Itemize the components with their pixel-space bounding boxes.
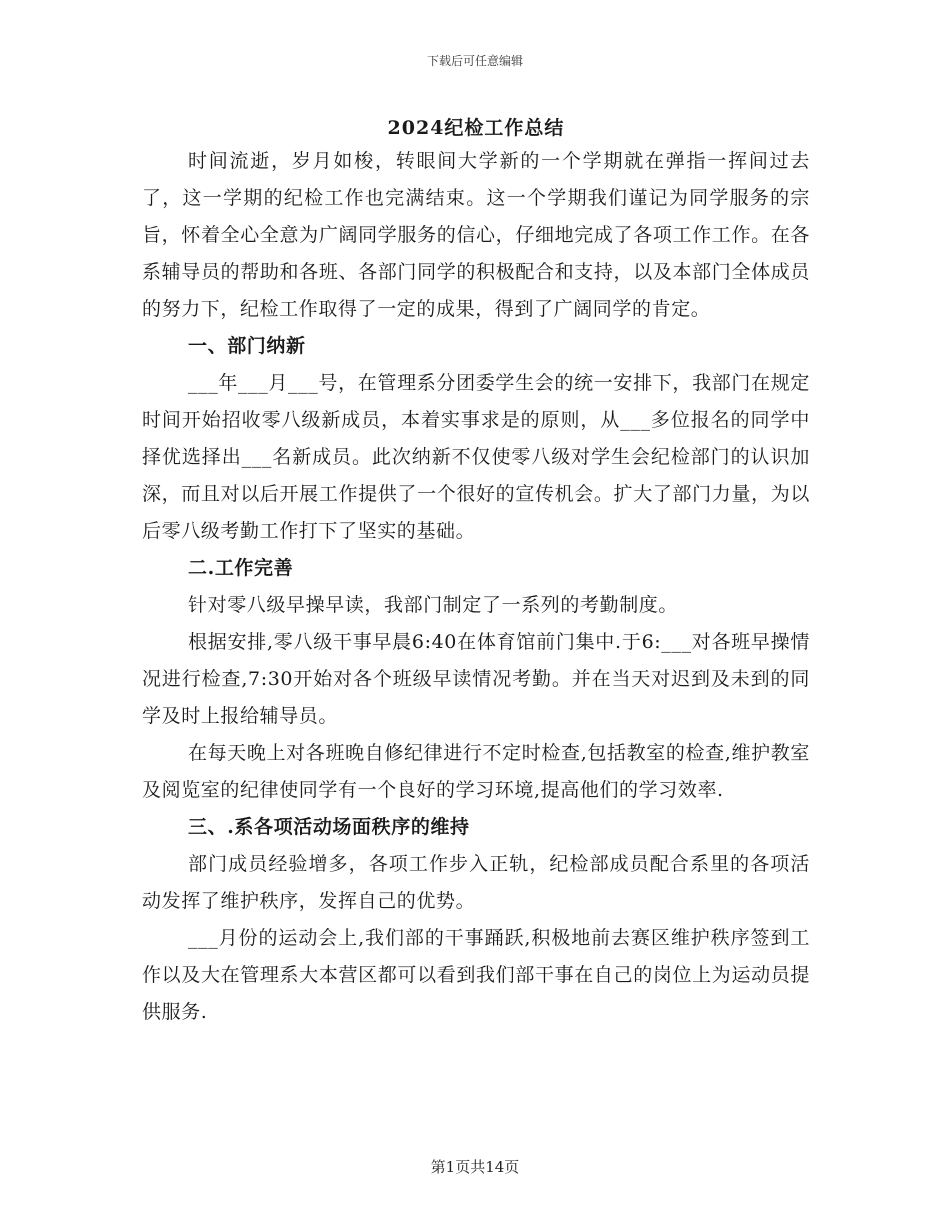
paragraph-event-support: 部门成员经验增多，各项工作步入正轨，纪检部成员配合系里的各项活动发挥了维护秩序，发挥自己的优势。 <box>142 853 810 912</box>
paragraph-intro: 时间流逝，岁月如梭，转眼间大学新的一个学期就在弹指一挥间过去了，这一学期的纪检工作也完满结束。这一个学期我们谨记为同学服务的宗旨，怀着全心全意为广阔同学服务的信心，仔细地完成了各项工作工作。在各系辅导员的帮助和各班、各部门同学的积极配合和支持，以及本部门全体成员的努力下，纪检工作取得了一定的成果，得到了广阔同学的肯定。 <box>142 150 810 320</box>
section-heading-event-order: 三、.系各项活动场面秩序的维持 <box>188 816 470 838</box>
section-heading-work-improvement: 二.工作完善 <box>188 557 294 579</box>
document-title: 2024纪检工作总结 <box>387 117 565 139</box>
paragraph-sports-meet: ___月份的运动会上,我们部的干事踊跃,积极地前去赛区维护秩序签到工作以及大在管理系大本营区都可以看到我们部干事在自己的岗位上为运动员提供服务. <box>142 927 810 1023</box>
page-number: 第1页共14页 <box>430 1158 520 1176</box>
page-header-note: 下载后可任意编辑 <box>426 54 523 68</box>
paragraph-attendance-system: 针对零八级早操早读，我部门制定了一系列的考勤制度。 <box>188 594 679 616</box>
document-body <box>142 113 810 1031</box>
paragraph-recruitment: ___年___月___号，在管理系分团委学生会的统一安排下，我部门在规定时间开始招收零八级新成员，本着实事求是的原则，从___多位报名的同学中择优选择出___名新成员。此次纳新不仅使零八级对学生会纪检部门的认识加深，而且对以后开展工作提供了一个很好的宣传机会。扩大了部门力量，为以后零八级考勤工作打下了坚实的基础。 <box>142 372 810 542</box>
paragraph-morning-schedule: 根据安排,零八级干事早晨6:40在体育馆前门集中.于6:___对各班早操情况进行检查,7:30开始对各个班级早读情况考勤。并在当天对迟到及未到的同学及时上报给辅导员。 <box>142 631 810 727</box>
paragraph-evening-checks: 在每天晚上对各班晚自修纪律进行不定时检查,包括教室的检查,维护教室及阅览室的纪律使同学有一个良好的学习环境,提高他们的学习效率. <box>142 742 810 801</box>
section-heading-recruitment: 一、部门纳新 <box>188 335 306 357</box>
